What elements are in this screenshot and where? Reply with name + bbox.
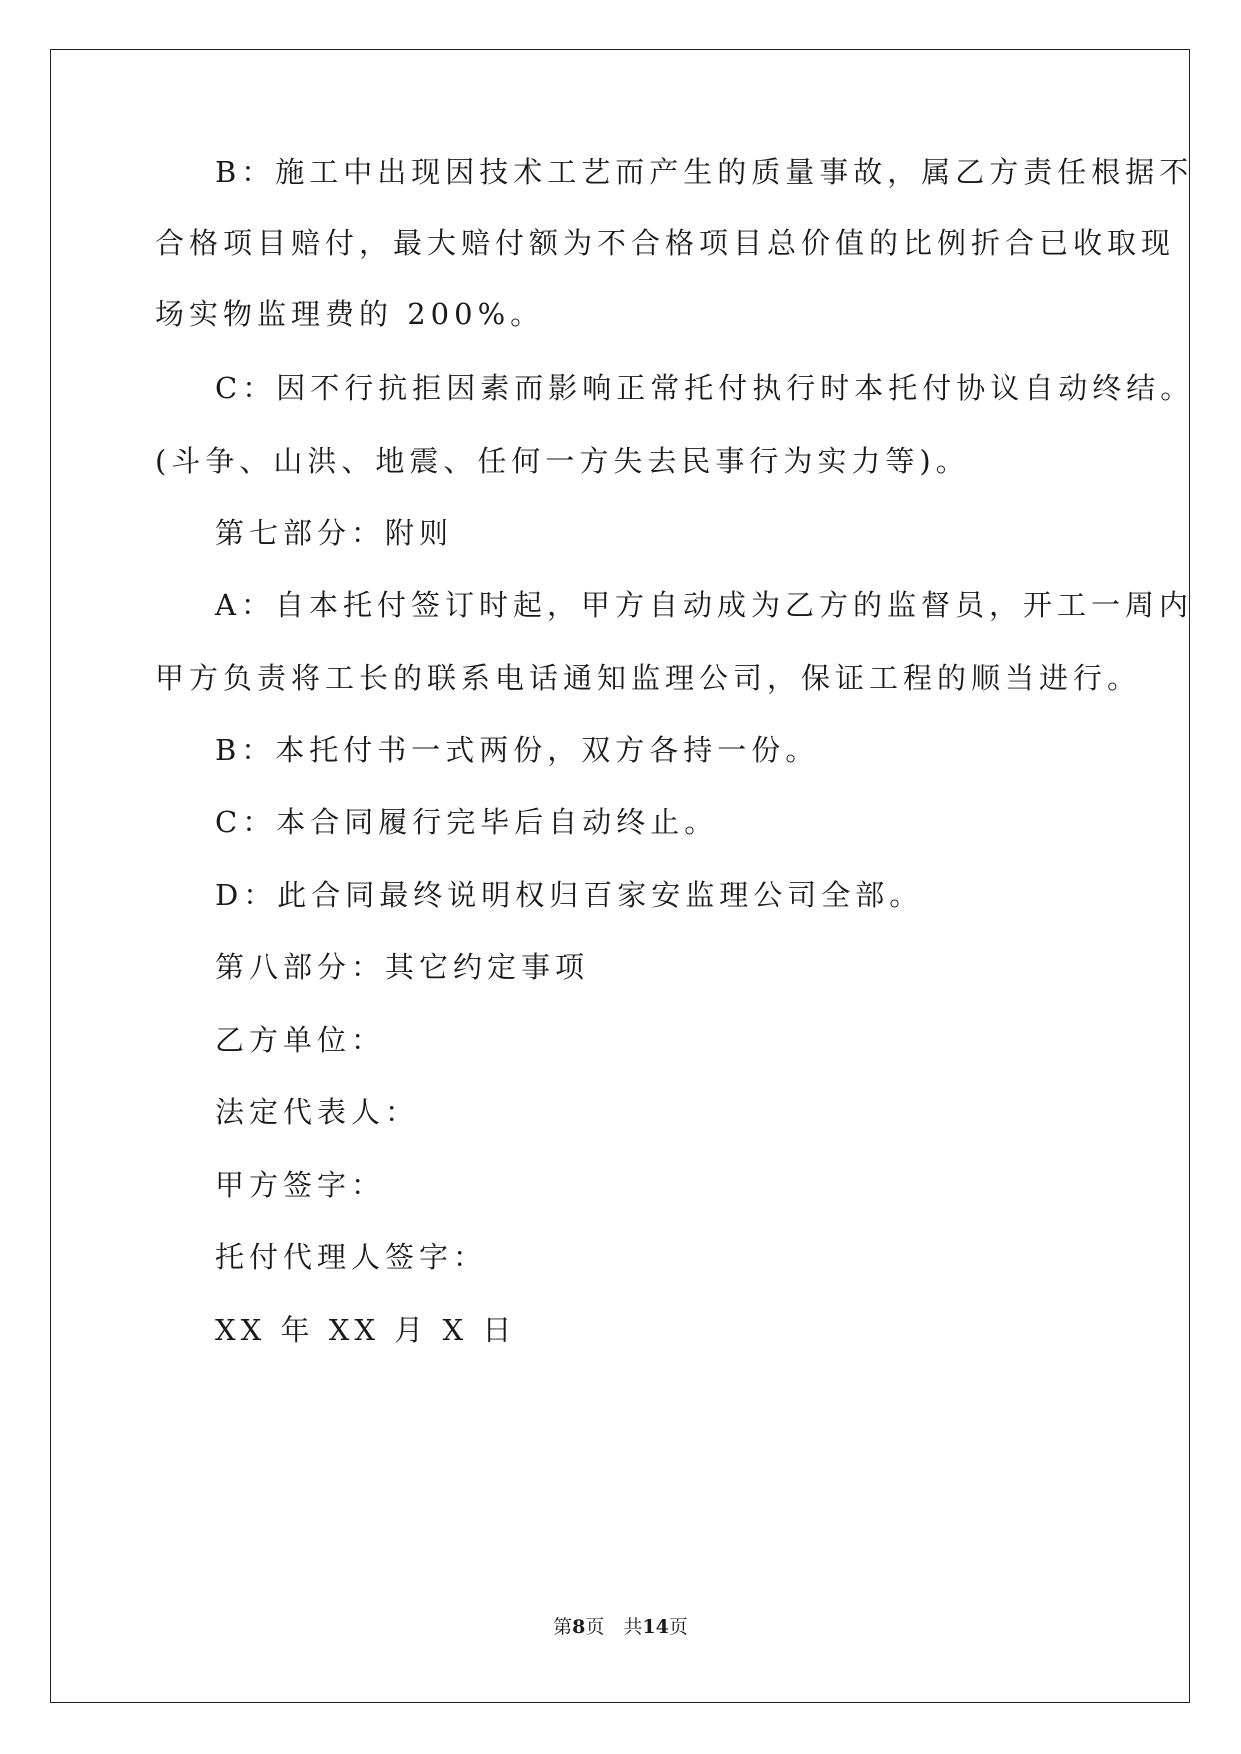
paragraph-line: (斗争、山洪、地震、任何一方失去民事行为实力等)。	[155, 444, 970, 478]
footer-suffix: 页	[668, 1616, 688, 1638]
signature-field-label: 托付代理人签字：	[215, 1240, 488, 1274]
paragraph-line: B：施工中出现因技术工艺而产生的质量事故，属乙方责任根据不	[215, 155, 1194, 189]
paragraph-line: 合格项目赔付，最大赔付额为不合格项目总价值的比例折合已收取现	[155, 226, 1176, 260]
signature-field-label: 甲方签字：	[215, 1168, 386, 1202]
total-page-count: 14	[642, 1616, 669, 1638]
current-page-number: 8	[572, 1616, 586, 1638]
signature-field-label: 法定代表人：	[215, 1095, 420, 1129]
footer-mid: 页 共	[585, 1616, 643, 1638]
footer-prefix: 第	[553, 1616, 573, 1638]
paragraph-line: C：因不行抗拒因素而影响正常托付执行时本托付协议自动终结。	[215, 371, 1195, 405]
paragraph-line: A：自本托付签订时起，甲方自动成为乙方的监督员，开工一周内	[215, 588, 1193, 622]
paragraph-line: 甲方负责将工长的联系电话通知监理公司，保证工程的顺当进行。	[155, 661, 1142, 695]
paragraph-line: C：本合同履行完毕后自动终止。	[215, 805, 719, 839]
paragraph-line: B：本托付书一式两份，双方各持一份。	[215, 733, 820, 767]
paragraph-line: D：此合同最终说明权归百家安监理公司全部。	[215, 878, 924, 912]
page-footer	[0, 1612, 1241, 1639]
date-line: XX 年 XX 月 X 日	[215, 1313, 517, 1347]
paragraph-line: 场实物监理费的 200%。	[155, 297, 545, 331]
section-heading: 第七部分：附则	[215, 516, 454, 550]
signature-field-label: 乙方单位：	[215, 1023, 386, 1057]
section-heading: 第八部分：其它约定事项	[215, 950, 590, 984]
